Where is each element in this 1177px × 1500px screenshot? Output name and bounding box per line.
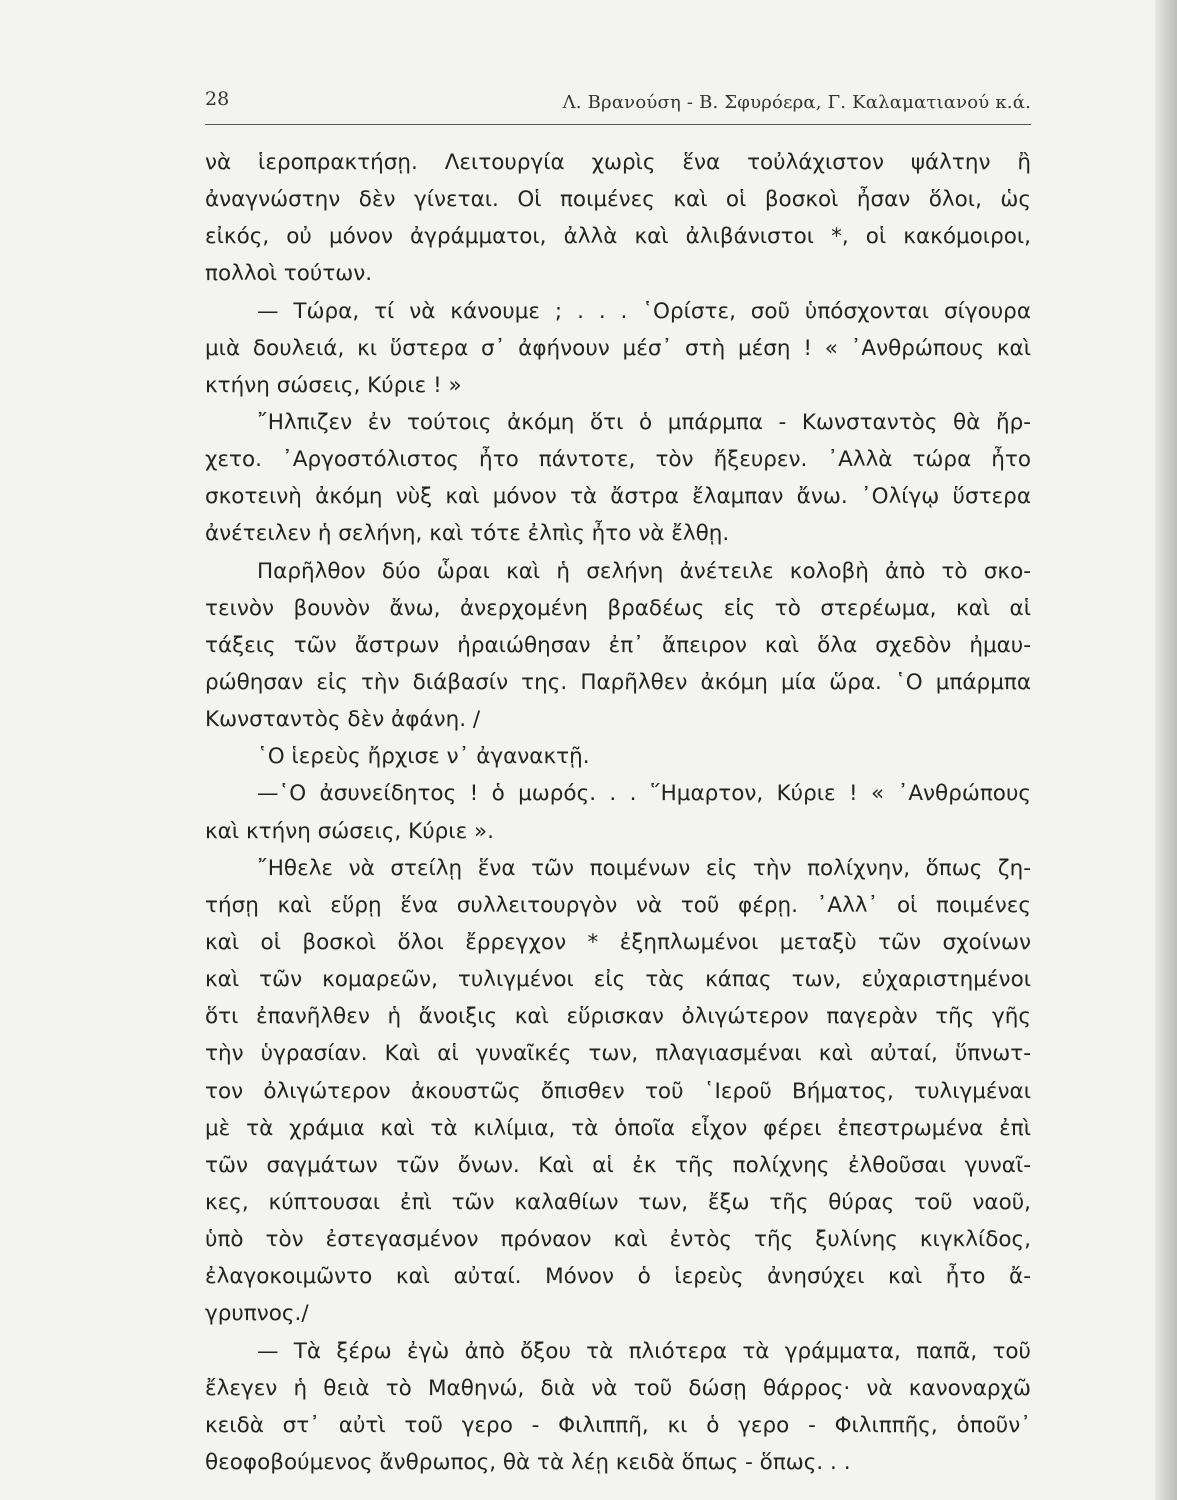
text-line: καὶ οἱ βοσκοὶ ὅλοι ἔρρεγχον * ἐξηπλωμένοι μεταξὺ τῶν σχοίνων [205, 929, 1031, 955]
text-line: ῎Ηλπιζεν ἐν τούτοις ἀκόμη ὅτι ὁ μπάρμπα - Κωνσταντὸς θὰ ἤρ- [257, 409, 1031, 435]
text-line: ὅτι ἐπανῆλθεν ἡ ἄνοιξις καὶ εὕρισκαν ὀλιγώτερον παγερὰν τῆς γῆς [205, 1004, 1031, 1030]
text-line: — Τὰ ξέρω ἐγὼ ἀπὸ ὄξου τὰ πλιότερα τὰ γράμματα, παπᾶ, τοῦ [257, 1338, 1031, 1364]
text-line: πολλοὶ τούτων. [205, 261, 373, 287]
text-line: Κωνσταντὸς δὲν ἀφάνη. / [205, 707, 481, 733]
text-line: τὴν ὑγρασίαν. Καὶ αἱ γυναῖκές των, πλαγιασμέναι καὶ αὐταί, ὕπνωτ- [205, 1041, 1031, 1067]
text-line: θεοφοβούμενος ἄνθρωπος, θὰ τὰ λέῃ κειδὰ ὅπως - ὅπως. . . [205, 1449, 851, 1475]
text-line: ἀνέτειλεν ἡ σελήνη, καὶ τότε ἐλπὶς ἦτο νὰ ἔλθῃ. [205, 521, 730, 547]
text-line: χετο. ᾽Αργοστόλιστος ἦτο πάντοτε, τὸν ἤξευρεν. ᾽Αλλὰ τώρα ἦτο [205, 447, 1031, 473]
text-line: τάξεις τῶν ἄστρων ἠραιώθησαν ἐπ᾽ ἄπειρον καὶ ὅλα σχεδὸν ἠμαυ- [205, 632, 1031, 658]
header-rule [205, 124, 1031, 125]
text-line: ἐλαγοκοιμῶντο καὶ αὐταί. Μόνον ὁ ἱερεὺς ἀνησύχει καὶ ἦτο ἄ- [205, 1264, 1031, 1290]
text-line: ἔλεγεν ἡ θειὰ τὸ Μαθηνώ, διὰ νὰ τοῦ δώσῃ θάρρος· νὰ κανοναρχῶ [205, 1375, 1031, 1401]
text-line: νὰ ἱεροπρακτήσῃ. Λειτουργία χωρὶς ἕνα τοὐλάχιστον ψάλτην ἢ [205, 150, 1031, 175]
text-line: ὑπὸ τὸν ἐστεγασμένον πρόναον καὶ ἐντὸς τῆς ξυλίνης κιγκλίδος, [205, 1227, 1031, 1253]
text-line: τον ὀλιγώτερον ἀκουστῶς ὄπισθεν τοῦ ῾Ιεροῦ Βήματος, τυλιγμέναι [205, 1078, 1031, 1104]
text-line: εἰκός, οὐ μόνον ἀγράμματοι, ἀλλὰ καὶ ἀλιβάνιστοι *, οἱ κακόμοιροι, [205, 224, 1031, 250]
text-line: — Τώρα, τί νὰ κάνουμε ; . . . ῾Ορίστε, σοῦ ὑπόσχονται σίγουρα [257, 298, 1031, 324]
text-line: ρώθησαν εἰς τὴν διάβασίν της. Παρῆλθεν ἀκόμη μία ὥρα. ῾Ο μπάρμπα [205, 669, 1031, 695]
text-line: ῎Ηθελε νὰ στείλῃ ἕνα τῶν ποιμένων εἰς τὴν πολίχνην, ὅπως ζη- [257, 855, 1031, 881]
text-line: μὲ τὰ χράμια καὶ τὰ κιλίμια, τὰ ὁποῖα εἶχον φέρει ἐπεστρωμένα ἐπὶ [205, 1115, 1031, 1141]
text-line: κειδὰ στ᾽ αὐτὶ τοῦ γερο - Φιλιππῆ, κι ὁ γερο - Φιλιππῆς, ὁποῦν᾽ [205, 1412, 1031, 1438]
body-text [205, 144, 1031, 1481]
text-line: καὶ τῶν κομαρεῶν, τυλιγμένοι εἰς τὰς κάπας των, εὐχαριστημένοι [205, 967, 1031, 993]
running-head: Λ. Βρανούση - Β. Σφυρόερα, Γ. Καλαματιανού κ.ά. [562, 92, 1031, 113]
page-edge-shadow [1155, 0, 1177, 1500]
text-line: Παρῆλθον δύο ὧραι καὶ ἡ σελήνη ἀνέτειλε κολοβὴ ἀπὸ τὸ σκο- [257, 558, 1031, 584]
text-line: τεινὸν βουνὸν ἄνω, ἀνερχομένη βραδέως εἰς τὸ στερέωμα, καὶ αἱ [205, 595, 1031, 621]
text-line: τῶν σαγμάτων τῶν ὄνων. Καὶ αἱ ἐκ τῆς πολίχνης ἐλθοῦσαι γυναῖ- [205, 1152, 1031, 1178]
text-line: ἀναγνώστην δὲν γίνεται. Οἱ ποιμένες καὶ οἱ βοσκοὶ ἦσαν ὅλοι, ὡς [205, 187, 1031, 213]
text-line: γρυπνος./ [205, 1301, 309, 1327]
text-line: τήσῃ καὶ εὕρῃ ἕνα συλλειτουργὸν νὰ τοῦ φέρῃ. ᾽Αλλ᾽ οἱ ποιμένες [205, 892, 1031, 918]
text-line: —῾Ο ἀσυνείδητος ! ὁ μωρός. . . ῞Ημαρτον, Κύριε ! « ᾽Ανθρώπους [257, 781, 1031, 807]
text-line: μιὰ δουλειά, κι ὕστερα σ᾽ ἀφήνουν μέσ᾽ στὴ μέση ! « ᾽Ανθρώπους καὶ [205, 335, 1031, 361]
text-line: σκοτεινὴ ἀκόμη νὺξ καὶ μόνον τὰ ἄστρα ἔλαμπαν ἄνω. ᾽Ολίγῳ ὕστερα [205, 484, 1031, 510]
page-header [205, 82, 1031, 122]
text-line: καὶ κτήνη σώσεις, Κύριε ». [205, 818, 495, 844]
text-line: κτήνη σώσεις, Κύριε ! » [205, 372, 462, 398]
text-line: ῾Ο ἱερεὺς ἤρχισε ν᾽ ἀγανακτῇ. [257, 744, 590, 770]
text-line: κες, κύπτουσαι ἐπὶ τῶν καλαθίων των, ἔξω τῆς θύρας τοῦ ναοῦ, [205, 1189, 1031, 1215]
page-number: 28 [205, 88, 230, 110]
